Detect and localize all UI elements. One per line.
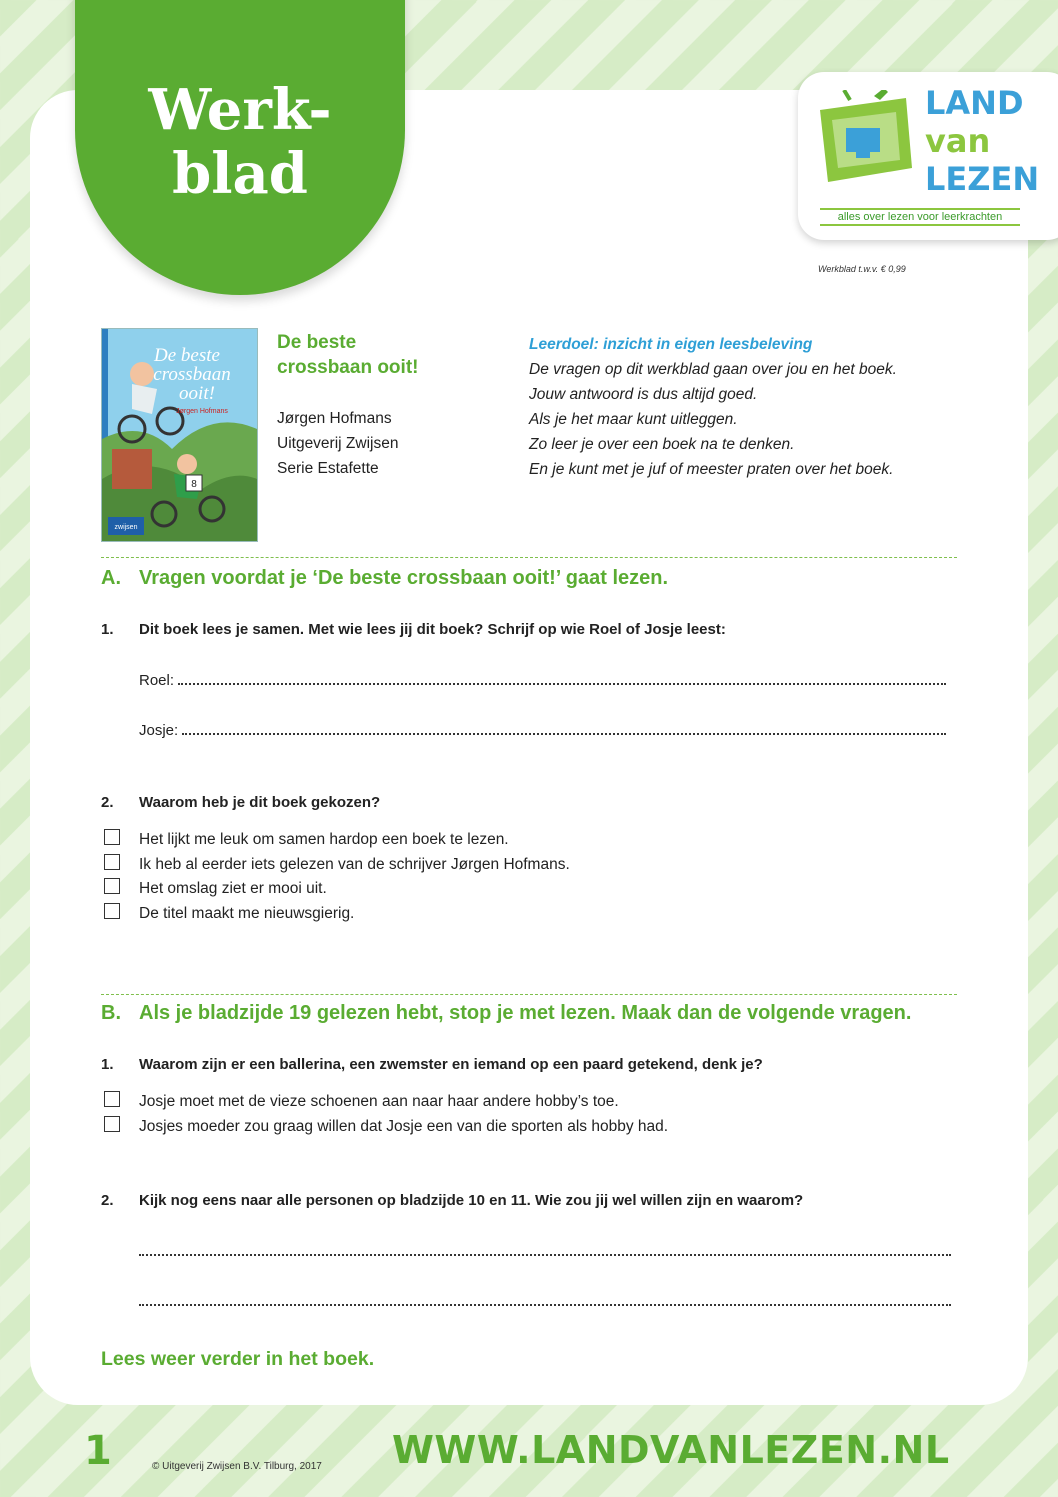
question-number: 1.	[101, 1056, 114, 1073]
cover-bike-number: 8	[191, 479, 197, 490]
cover-title-line-2: crossbaan	[153, 364, 231, 385]
title-line-2: blad	[172, 141, 308, 207]
page-number: 1	[84, 1428, 112, 1474]
dotted-answer-line[interactable]	[182, 719, 946, 735]
option-label: De titel maakt me nieuwsgierig.	[139, 904, 355, 922]
section-b-letter: B.	[101, 1002, 121, 1024]
question-number: 2.	[101, 794, 114, 811]
checkbox[interactable]	[104, 1091, 120, 1107]
price-note: Werkblad t.w.v. € 0,99	[818, 264, 906, 274]
learning-goal-line: De vragen op dit werkblad gaan over jou en het boek.	[529, 361, 897, 378]
section-b-title: Als je bladzijde 19 gelezen hebt, stop je met lezen. Maak dan de volgende vragen.	[139, 1002, 912, 1024]
learning-goal	[529, 332, 897, 482]
answer-line[interactable]	[139, 1240, 951, 1256]
worksheet-title	[75, 78, 405, 206]
section-a-title: Vragen voordat je ‘De beste crossbaan ooit!’ gaat lezen.	[139, 567, 669, 589]
option-label: Ik heb al eerder iets gelezen van de schrijver Jørgen Hofmans.	[139, 855, 570, 873]
book-cover-image	[101, 328, 258, 542]
question-text: Waarom heb je dit boek gekozen?	[139, 794, 381, 811]
field-label-roel: Roel:	[139, 672, 175, 689]
dotted-answer-line[interactable]	[139, 1290, 951, 1306]
learning-goal-title: Leerdoel: inzicht in eigen leesbeleving	[529, 336, 813, 353]
checkbox[interactable]	[104, 903, 120, 919]
logo-tagline: alles over lezen voor leerkrachten	[820, 208, 1020, 226]
answer-line[interactable]	[139, 1290, 951, 1306]
learning-goal-line: En je kunt met je juf of meester praten over het boek.	[529, 461, 894, 478]
dotted-answer-line[interactable]	[139, 1240, 951, 1256]
option-label: Het lijkt me leuk om samen hardop een boek te lezen.	[139, 831, 509, 848]
book-title-line-2: crossbaan ooit!	[277, 357, 419, 378]
question-a2	[101, 792, 380, 814]
option-label: Het omslag ziet er mooi uit.	[139, 880, 327, 898]
answer-line-roel[interactable]	[139, 669, 951, 692]
section-divider	[101, 994, 957, 995]
section-b-heading	[101, 1000, 911, 1026]
book-title-line-1: De beste	[277, 332, 357, 353]
question-b2	[101, 1190, 803, 1212]
checkbox[interactable]	[104, 878, 120, 894]
cover-title-line-1: De beste	[154, 345, 220, 366]
section-divider	[101, 557, 957, 558]
cover-author: Jørgen Hofmans	[176, 408, 228, 415]
dotted-answer-line[interactable]	[178, 669, 946, 685]
question-text: Waarom zijn er een ballerina, een zwemster en iemand op een paard getekend, denk je?	[139, 1056, 763, 1073]
logo-land: LAND	[925, 84, 1024, 122]
option-label: Josjes moeder zou graag willen dat Josje een van die sporten als hobby had.	[139, 1117, 669, 1135]
learning-goal-line: Als je het maar kunt uitleggen.	[529, 411, 738, 428]
option-label: Josje moet met de vieze schoenen aan naar haar andere hobby’s toe.	[139, 1093, 619, 1110]
website-link[interactable]: WWW.LANDVANLEZEN.NL	[392, 1428, 950, 1472]
book-author: Jørgen Hofmans	[277, 410, 392, 427]
logo-lezen: LEZEN	[925, 160, 1040, 198]
cover-title-line-3: ooit!	[179, 383, 215, 404]
field-label-josje: Josje:	[139, 722, 179, 739]
book-series: Serie Estafette	[277, 460, 379, 477]
book-publisher: Uitgeverij Zwijsen	[277, 435, 399, 452]
title-line-1: Werk-	[148, 77, 332, 143]
book-title	[277, 330, 497, 380]
question-b1	[101, 1054, 763, 1076]
section-a-heading	[101, 565, 668, 591]
cover-publisher-logo: zwijsen	[114, 524, 138, 531]
learning-goal-line: Zo leer je over een boek na te denken.	[529, 436, 795, 453]
logo-wordmark	[925, 84, 1040, 198]
copyright: © Uitgeverij Zwijsen B.V. Tilburg, 2017	[152, 1461, 322, 1472]
answer-line-josje[interactable]	[139, 719, 951, 742]
question-number: 1.	[101, 621, 114, 638]
question-a1	[101, 619, 726, 641]
checkbox[interactable]	[104, 854, 120, 870]
question-number: 2.	[101, 1192, 114, 1209]
tv-logo-icon	[814, 90, 920, 190]
checkbox[interactable]	[104, 829, 120, 845]
learning-goal-line: Jouw antwoord is dus altijd goed.	[529, 386, 758, 403]
closing-instruction: Lees weer verder in het boek.	[101, 1348, 375, 1370]
logo-van: van	[925, 122, 991, 160]
book-details	[277, 406, 398, 481]
checkbox[interactable]	[104, 1116, 120, 1132]
question-text: Dit boek lees je samen. Met wie lees jij dit boek? Schrijf op wie Roel of Josje leest:	[139, 621, 726, 638]
section-a-letter: A.	[101, 567, 121, 589]
question-text: Kijk nog eens naar alle personen op bladzijde 10 en 11. Wie zou jij wel willen zijn en waarom?	[139, 1192, 804, 1209]
